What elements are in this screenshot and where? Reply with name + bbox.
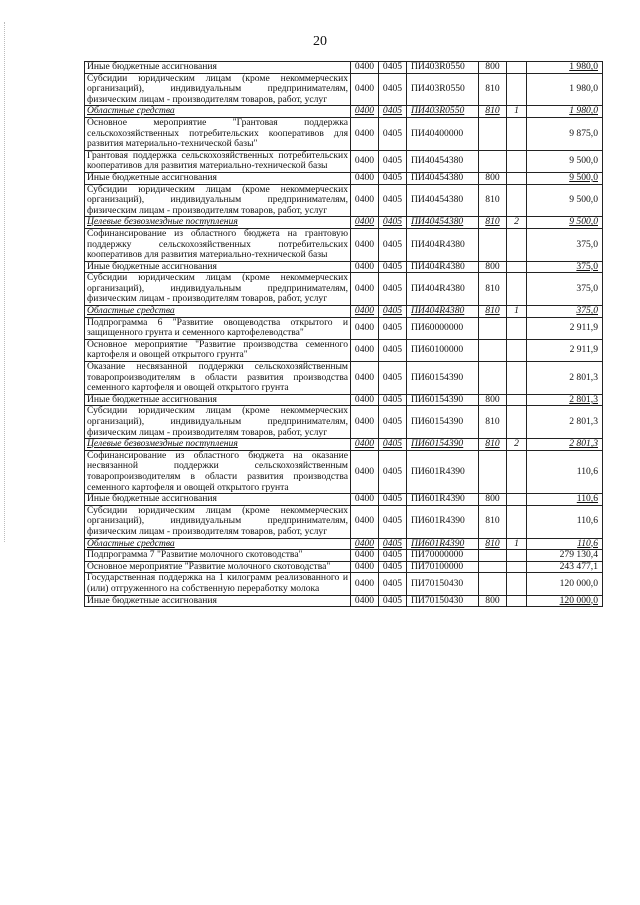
subsection-code: 0405: [379, 184, 407, 217]
table-row: [85, 261, 603, 273]
source-mark: 1: [507, 106, 527, 118]
row-name: Софинансирование из областного бюджета на оказание несвязанной поддержки сельскохозяйственным товаропроизводителям в области развития производства семенного картофеля и овощей открытого грунта: [85, 450, 351, 493]
row-name: Подпрограмма 7 "Развитие молочного скотоводства": [85, 550, 351, 562]
source-mark: 1: [507, 538, 527, 550]
subsection-code: 0405: [379, 550, 407, 562]
amount: 2 801,3: [527, 406, 603, 439]
table-row: [85, 106, 603, 118]
subsection-code: 0405: [379, 439, 407, 451]
subsection-code: 0405: [379, 117, 407, 150]
amount: 9 500,0: [527, 184, 603, 217]
section-code: 0400: [351, 595, 379, 607]
subsection-code: 0405: [379, 228, 407, 261]
target-article-code: ПИ60000000: [407, 317, 479, 339]
source-mark: [507, 228, 527, 261]
source-mark: [507, 505, 527, 538]
row-name: Субсидии юридическим лицам (кроме некоммерческих организаций), индивидуальным предпринимателям, физическим лицам - производителям товаров, работ, услуг: [85, 184, 351, 217]
budget-table-body: [85, 62, 603, 607]
expense-type-code: [479, 150, 507, 172]
expense-type-code: [479, 228, 507, 261]
expense-type-code: 810: [479, 106, 507, 118]
expense-type-code: [479, 117, 507, 150]
target-article-code: ПИ40400000: [407, 117, 479, 150]
row-name: Оказание несвязанной поддержки сельскохозяйственным товаропроизводителям в области развития производства семенного картофеля и овощей открытого грунта: [85, 362, 351, 395]
table-row: [85, 439, 603, 451]
table-row: [85, 450, 603, 493]
target-article-code: ПИ40454380: [407, 172, 479, 184]
table-row: [85, 150, 603, 172]
target-article-code: ПИ40454380: [407, 184, 479, 217]
target-article-code: ПИ60100000: [407, 339, 479, 361]
table-row: [85, 494, 603, 506]
expense-type-code: [479, 573, 507, 595]
table-row: [85, 62, 603, 74]
expense-type-code: 810: [479, 505, 507, 538]
table-row: [85, 550, 603, 562]
expense-type-code: 810: [479, 217, 507, 229]
amount: 9 875,0: [527, 117, 603, 150]
table-row: [85, 172, 603, 184]
section-code: 0400: [351, 494, 379, 506]
row-name: Субсидии юридическим лицам (кроме некоммерческих организаций), индивидуальным предпринимателям, физическим лицам - производителям товаров, работ, услуг: [85, 273, 351, 306]
amount: 2 911,9: [527, 317, 603, 339]
source-mark: 2: [507, 439, 527, 451]
row-name: Целевые безвозмездные поступления: [85, 217, 351, 229]
amount: 120 000,0: [527, 595, 603, 607]
source-mark: 1: [507, 306, 527, 318]
section-code: 0400: [351, 228, 379, 261]
amount: 375,0: [527, 261, 603, 273]
row-name: Иные бюджетные ассигнования: [85, 595, 351, 607]
scan-margin-mark: [4, 22, 7, 542]
row-name: Государственная поддержка на 1 килограмм реализованного и (или) отгруженного на собственную переработку молока: [85, 573, 351, 595]
target-article-code: ПИ60154390: [407, 439, 479, 451]
expense-type-code: 810: [479, 538, 507, 550]
section-code: 0400: [351, 450, 379, 493]
source-mark: [507, 494, 527, 506]
subsection-code: 0405: [379, 362, 407, 395]
amount: 1 980,0: [527, 73, 603, 106]
target-article-code: ПИ403R0550: [407, 73, 479, 106]
amount: 120 000,0: [527, 573, 603, 595]
target-article-code: ПИ601R4390: [407, 538, 479, 550]
target-article-code: ПИ70150430: [407, 595, 479, 607]
expense-type-code: [479, 550, 507, 562]
section-code: 0400: [351, 73, 379, 106]
table-row: [85, 228, 603, 261]
target-article-code: ПИ601R4390: [407, 494, 479, 506]
section-code: 0400: [351, 172, 379, 184]
amount: 1 980,0: [527, 106, 603, 118]
amount: 279 130,4: [527, 550, 603, 562]
row-name: Иные бюджетные ассигнования: [85, 62, 351, 74]
subsection-code: 0405: [379, 595, 407, 607]
expense-type-code: 800: [479, 261, 507, 273]
subsection-code: 0405: [379, 406, 407, 439]
amount: 2 801,3: [527, 362, 603, 395]
row-name: Областные средства: [85, 538, 351, 550]
section-code: 0400: [351, 117, 379, 150]
amount: 110,6: [527, 450, 603, 493]
page-number: 20: [313, 34, 327, 49]
amount: 110,6: [527, 494, 603, 506]
section-code: 0400: [351, 106, 379, 118]
target-article-code: ПИ404R4380: [407, 261, 479, 273]
source-mark: [507, 573, 527, 595]
row-name: Иные бюджетные ассигнования: [85, 494, 351, 506]
amount: 9 500,0: [527, 217, 603, 229]
section-code: 0400: [351, 362, 379, 395]
section-code: 0400: [351, 306, 379, 318]
section-code: 0400: [351, 561, 379, 573]
subsection-code: 0405: [379, 339, 407, 361]
subsection-code: 0405: [379, 573, 407, 595]
expense-type-code: 810: [479, 273, 507, 306]
expense-type-code: [479, 450, 507, 493]
subsection-code: 0405: [379, 172, 407, 184]
section-code: 0400: [351, 394, 379, 406]
expense-type-code: 810: [479, 184, 507, 217]
amount: 375,0: [527, 273, 603, 306]
table-row: [85, 573, 603, 595]
source-mark: [507, 394, 527, 406]
target-article-code: ПИ404R4380: [407, 273, 479, 306]
amount: 9 500,0: [527, 172, 603, 184]
table-row: [85, 538, 603, 550]
target-article-code: ПИ601R4390: [407, 505, 479, 538]
expense-type-code: 800: [479, 172, 507, 184]
subsection-code: 0405: [379, 561, 407, 573]
row-name: Грантовая поддержка сельскохозяйственных потребительских кооперативов для развития материально-технической базы: [85, 150, 351, 172]
subsection-code: 0405: [379, 494, 407, 506]
target-article-code: ПИ60154390: [407, 394, 479, 406]
table-row: [85, 339, 603, 361]
table-row: [85, 317, 603, 339]
expense-type-code: [479, 561, 507, 573]
row-name: Софинансирование из областного бюджета на грантовую поддержку сельскохозяйственных потребительских кооперативов для развития материально-технической базы: [85, 228, 351, 261]
table-row: [85, 184, 603, 217]
source-mark: [507, 62, 527, 74]
target-article-code: ПИ60154390: [407, 406, 479, 439]
expense-type-code: 810: [479, 73, 507, 106]
amount: 110,6: [527, 538, 603, 550]
source-mark: [507, 273, 527, 306]
table-row: [85, 273, 603, 306]
target-article-code: ПИ60154390: [407, 362, 479, 395]
source-mark: [507, 362, 527, 395]
row-name: Основное мероприятие "Развитие производства семенного картофеля и овощей открытого грунта": [85, 339, 351, 361]
table-row: [85, 362, 603, 395]
amount: 2 801,3: [527, 439, 603, 451]
row-name: Целевые безвозмездные поступления: [85, 439, 351, 451]
subsection-code: 0405: [379, 106, 407, 118]
source-mark: [507, 595, 527, 607]
source-mark: [507, 172, 527, 184]
row-name: Иные бюджетные ассигнования: [85, 172, 351, 184]
source-mark: 2: [507, 217, 527, 229]
amount: 2 911,9: [527, 339, 603, 361]
target-article-code: ПИ70100000: [407, 561, 479, 573]
amount: 9 500,0: [527, 150, 603, 172]
source-mark: [507, 117, 527, 150]
expense-type-code: 800: [479, 62, 507, 74]
target-article-code: ПИ40454380: [407, 150, 479, 172]
table-row: [85, 406, 603, 439]
expense-type-code: [479, 317, 507, 339]
amount: 110,6: [527, 505, 603, 538]
table-row: [85, 505, 603, 538]
amount: 2 801,3: [527, 394, 603, 406]
section-code: 0400: [351, 550, 379, 562]
source-mark: [507, 317, 527, 339]
section-code: 0400: [351, 62, 379, 74]
target-article-code: ПИ40454380: [407, 217, 479, 229]
amount: 375,0: [527, 228, 603, 261]
subsection-code: 0405: [379, 217, 407, 229]
table-row: [85, 217, 603, 229]
target-article-code: ПИ404R4380: [407, 228, 479, 261]
table-row: [85, 73, 603, 106]
expense-type-code: 800: [479, 494, 507, 506]
expense-type-code: 800: [479, 595, 507, 607]
subsection-code: 0405: [379, 538, 407, 550]
source-mark: [507, 339, 527, 361]
row-name: Субсидии юридическим лицам (кроме некоммерческих организаций), индивидуальным предпринимателям, физическим лицам - производителям товаров, работ, услуг: [85, 73, 351, 106]
expense-type-code: 810: [479, 439, 507, 451]
row-name: Областные средства: [85, 306, 351, 318]
section-code: 0400: [351, 273, 379, 306]
target-article-code: ПИ70000000: [407, 550, 479, 562]
source-mark: [507, 150, 527, 172]
subsection-code: 0405: [379, 450, 407, 493]
subsection-code: 0405: [379, 62, 407, 74]
section-code: 0400: [351, 184, 379, 217]
source-mark: [507, 561, 527, 573]
section-code: 0400: [351, 339, 379, 361]
table-row: [85, 595, 603, 607]
target-article-code: ПИ403R0550: [407, 106, 479, 118]
amount: 375,0: [527, 306, 603, 318]
table-row: [85, 561, 603, 573]
source-mark: [507, 184, 527, 217]
section-code: 0400: [351, 538, 379, 550]
subsection-code: 0405: [379, 505, 407, 538]
section-code: 0400: [351, 217, 379, 229]
section-code: 0400: [351, 439, 379, 451]
expense-type-code: [479, 362, 507, 395]
source-mark: [507, 261, 527, 273]
expense-type-code: 800: [479, 394, 507, 406]
subsection-code: 0405: [379, 317, 407, 339]
amount: 243 477,1: [527, 561, 603, 573]
table-row: [85, 117, 603, 150]
section-code: 0400: [351, 317, 379, 339]
amount: 1 980,0: [527, 62, 603, 74]
subsection-code: 0405: [379, 73, 407, 106]
row-name: Иные бюджетные ассигнования: [85, 261, 351, 273]
section-code: 0400: [351, 261, 379, 273]
row-name: Субсидии юридическим лицам (кроме некоммерческих организаций), индивидуальным предпринимателям, физическим лицам - производителям товаров, работ, услуг: [85, 406, 351, 439]
row-name: Подпрограмма 6 "Развитие овощеводства открытого и защищенного грунта и семенного картофелеводства": [85, 317, 351, 339]
subsection-code: 0405: [379, 306, 407, 318]
source-mark: [507, 406, 527, 439]
row-name: Основное мероприятие "Развитие молочного скотоводства": [85, 561, 351, 573]
table-row: [85, 306, 603, 318]
expense-type-code: 810: [479, 406, 507, 439]
source-mark: [507, 73, 527, 106]
target-article-code: ПИ404R4380: [407, 306, 479, 318]
section-code: 0400: [351, 150, 379, 172]
table-row: [85, 394, 603, 406]
budget-table: [84, 61, 603, 607]
row-name: Областные средства: [85, 106, 351, 118]
subsection-code: 0405: [379, 150, 407, 172]
target-article-code: ПИ70150430: [407, 573, 479, 595]
subsection-code: 0405: [379, 273, 407, 306]
section-code: 0400: [351, 573, 379, 595]
target-article-code: ПИ403R0550: [407, 62, 479, 74]
row-name: Иные бюджетные ассигнования: [85, 394, 351, 406]
expense-type-code: 810: [479, 306, 507, 318]
expense-type-code: [479, 339, 507, 361]
subsection-code: 0405: [379, 261, 407, 273]
subsection-code: 0405: [379, 394, 407, 406]
row-name: Основное мероприятие "Грантовая поддержка сельскохозяйственных потребительских кооперативов для развития материально-технической базы": [85, 117, 351, 150]
target-article-code: ПИ601R4390: [407, 450, 479, 493]
source-mark: [507, 550, 527, 562]
section-code: 0400: [351, 406, 379, 439]
source-mark: [507, 450, 527, 493]
row-name: Субсидии юридическим лицам (кроме некоммерческих организаций), индивидуальным предпринимателям, физическим лицам - производителям товаров, работ, услуг: [85, 505, 351, 538]
section-code: 0400: [351, 505, 379, 538]
